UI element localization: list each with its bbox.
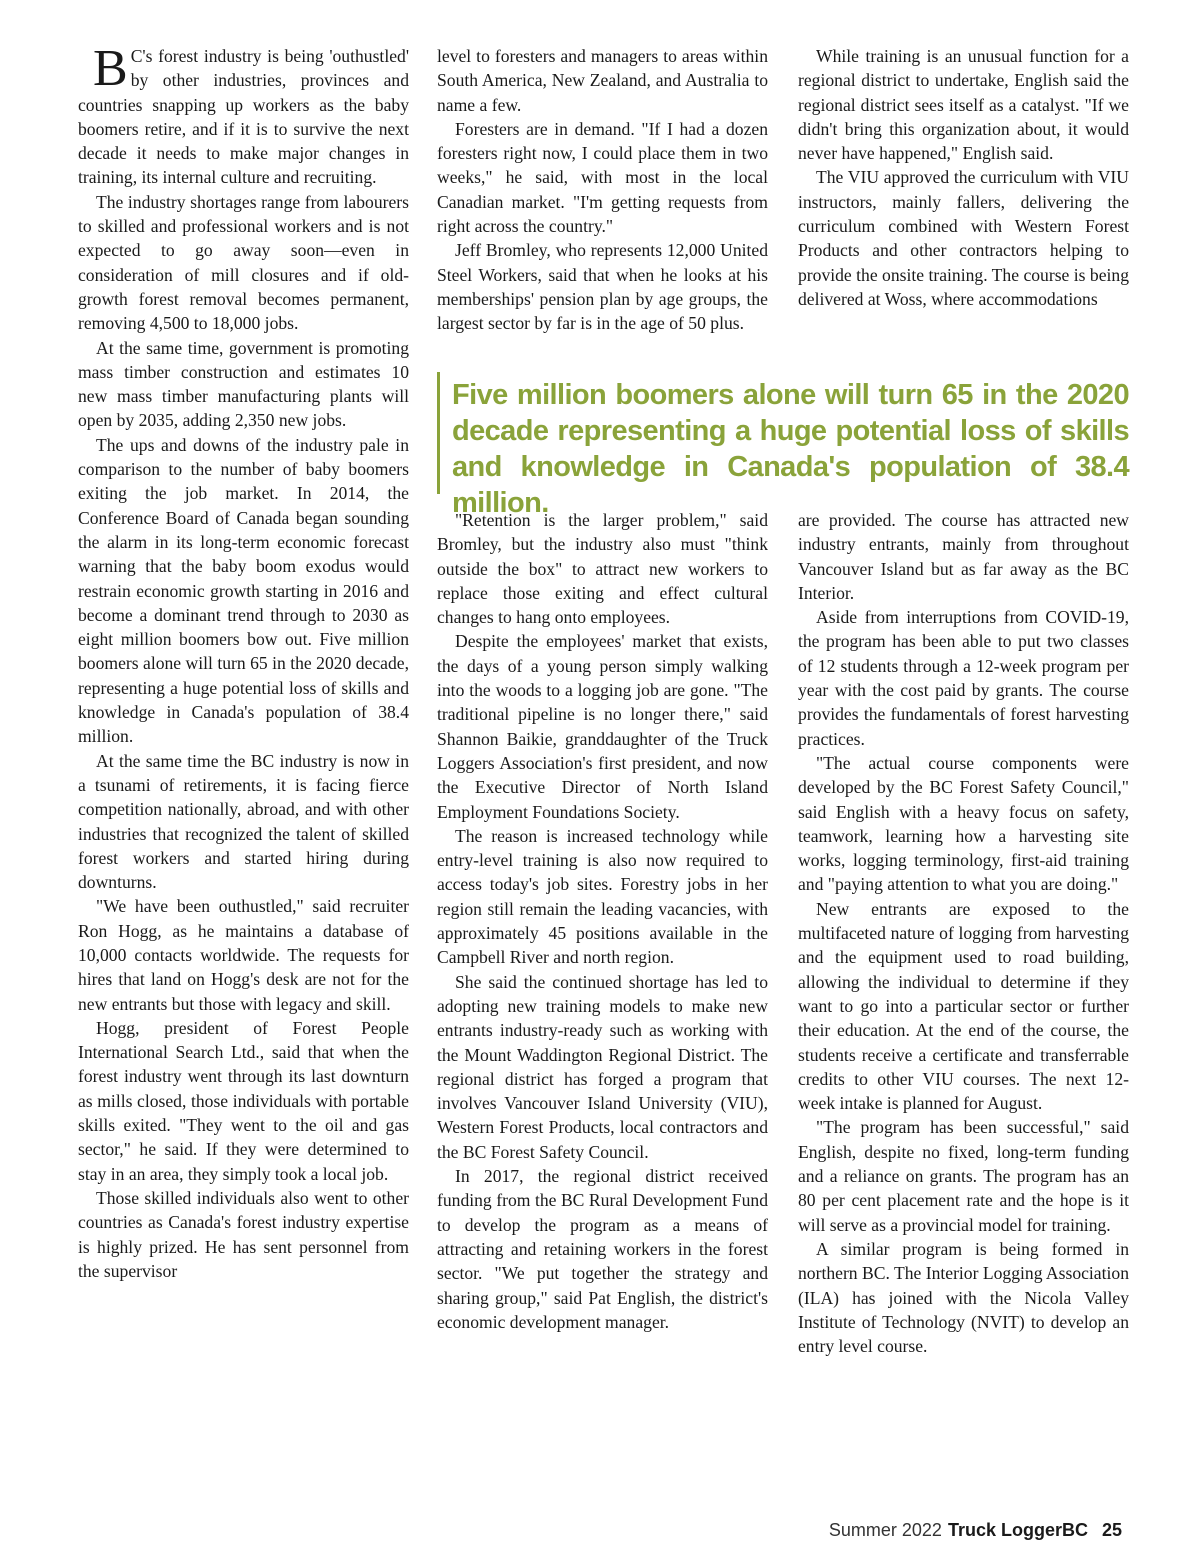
article-paragraph: Jeff Bromley, who represents 12,000 United Steel Workers, said that when he looks at his memberships' pension plan by age groups, the largest sector by far is in the age of 50 plus. xyxy=(437,240,768,334)
article-column-2-top xyxy=(437,44,768,364)
article-paragraph: While training is an unusual function for a regional district to undertake, English said the regional district sees itself as a catalyst. "If we didn't bring this organization about, it would never have happened," English said. xyxy=(798,46,1129,164)
article-paragraph: Hogg, president of Forest People International Search Ltd., said that when the forest industry went through its last downturn as mills closed, those individuals with portable skills exited. "They went to the oil and gas sector," he said. If they were determined to stay in an area, they simply took a local job. xyxy=(78,1017,409,1184)
page-number: 25 xyxy=(1101,1520,1122,1540)
drop-cap: B xyxy=(93,44,128,97)
article-paragraph: are provided. The course has attracted new industry entrants, mainly from throughout Vancouver Island but as far away as the BC Interior. xyxy=(798,510,1129,603)
article-column-3-bottom xyxy=(798,508,1129,1432)
magazine-title: Truck LoggerBC xyxy=(947,1520,1088,1540)
article-paragraph: "We have been outhustled," said recruiter Ron Hogg, as he maintains a database of 10,000 contacts worldwide. The requests for hires that land on Hogg's desk are not for the new entrants but those with legacy and skill. xyxy=(78,896,409,1014)
page-footer xyxy=(829,1520,1122,1541)
article-paragraph: The ups and downs of the industry pale in comparison to the number of baby boomers exiting the job market. In 2014, the Conference Board of Canada began sounding the alarm in its long-term economic forecast warning that the baby boom exodus would restrain economic growth starting in 2016 and become a dominant trend through to 2030 as eight million boomers bow out. Five million boomers alone will turn 65 in the 2020 decade, representing a huge potential loss of skills and knowledge in Canada's population of 38.4 million. xyxy=(78,434,409,747)
article-column-3-top xyxy=(798,44,1129,364)
article-paragraph: She said the continued shortage has led to adopting new training models to make new entrants industry-ready such as working with the Mount Waddington Regional District. The regional district has forged a program that involves Vancouver Island University (VIU), Western Forest Products, local contractors and the BC Forest Safety Council. xyxy=(437,971,768,1162)
article-paragraph: At the same time, government is promoting mass timber construction and estimates 10 new mass timber manufacturing plants will open by 2035, adding 2,350 new jobs. xyxy=(78,337,409,431)
paragraph-text: C's forest industry is being 'outhustled' by other industries, provinces and countries snapping up workers as the baby boomers retire, and if it is to survive the next decade it needs to make major changes in training, its internal culture and recruiting. xyxy=(78,46,409,188)
article-paragraph: "The program has been successful," said English, despite no fixed, long-term funding and a reliance on grants. The program has an 80 per cent placement rate and the hope is it will serve as a provincial model for training. xyxy=(798,1117,1129,1235)
pull-quote: Five million boomers alone will turn 65 in the 2020 decade representing a huge potential loss of skills and knowledge in Canada's population of 38.4 million. xyxy=(437,372,1129,494)
article-paragraph: The reason is increased technology while entry-level training is also now required to access today's job sites. Forestry jobs in her region still remain the leading vacancies, with approximately 45 positions available in the Campbell River and north region. xyxy=(437,825,768,968)
article-paragraph: Aside from interruptions from COVID-19, the program has been able to put two classes of 12 students through a 12-week program per year with the cost paid by grants. The course provides the fundamentals of forest harvesting practices. xyxy=(798,607,1129,749)
issue-date: Summer 2022 xyxy=(828,1520,942,1540)
article-paragraph: At the same time the BC industry is now in a tsunami of retirements, it is facing fierce competition nationally, abroad, and with other industries that recognized the talent of skilled forest workers and started hiring during downturns. xyxy=(78,750,409,893)
article-column-1 xyxy=(78,44,409,1434)
article-paragraph: The industry shortages range from labourers to skilled and professional workers and is not expected to go away soon—even in consideration of mill closures and if old-growth forest removal becomes permanent, removing 4,500 to 18,000 jobs. xyxy=(78,191,409,334)
article-paragraph: level to foresters and managers to areas within South America, New Zealand, and Australia to name a few. xyxy=(437,46,768,115)
article-paragraph xyxy=(78,44,409,190)
article-paragraph: "Retention is the larger problem," said Bromley, but the industry also must "think outside the box" to attract new workers to replace those exiting and effect cultural changes to hang onto employees. xyxy=(437,510,768,628)
article-column-2-bottom xyxy=(437,508,768,1432)
article-paragraph: Those skilled individuals also went to other countries as Canada's forest industry expertise is highly prized. He has sent personnel from the supervisor xyxy=(78,1187,409,1281)
article-paragraph: New entrants are exposed to the multifaceted nature of logging from harvesting and the equipment used to road building, allowing the individual to determine if they want to go into a particular sector or further their education. At the end of the course, the students receive a certificate and transferrable credits to other VIU courses. The next 12-week intake is planned for August. xyxy=(798,898,1129,1114)
article-paragraph: Despite the employees' market that exists, the days of a young person simply walking into the woods to a logging job are gone. "The traditional pipeline is no longer there," said Shannon Baikie, granddaughter of the Truck Loggers Association's first president, and now the Executive Director of North Island Employment Foundations Society. xyxy=(437,631,768,822)
article-paragraph: A similar program is being formed in northern BC. The Interior Logging Association (ILA) has joined with the Nicola Valley Institute of Technology (NVIT) to develop an entry level course. xyxy=(798,1238,1129,1357)
article-paragraph: Foresters are in demand. "If I had a dozen foresters right now, I could place them in two weeks," he said, with most in the local Canadian market. "I'm getting requests from right across the country." xyxy=(437,118,768,237)
article-paragraph: In 2017, the regional district received funding from the BC Rural Development Fund to develop the program as a means of attracting and retaining workers in the forest sector. "We put together the strategy and sharing group," said Pat English, the district's economic development manager. xyxy=(437,1166,768,1332)
article-paragraph: The VIU approved the curriculum with VIU instructors, mainly fallers, delivering the curriculum combined with Western Forest Products and other contractors helping to provide the onsite training. The course is being delivered at Woss, where accommodations xyxy=(798,167,1129,309)
article-paragraph: "The actual course components were developed by the BC Forest Safety Council," said English with a heavy focus on safety, teamwork, learning how a harvesting site works, logging terminology, first-aid training and "paying attention to what you are doing." xyxy=(798,752,1129,895)
